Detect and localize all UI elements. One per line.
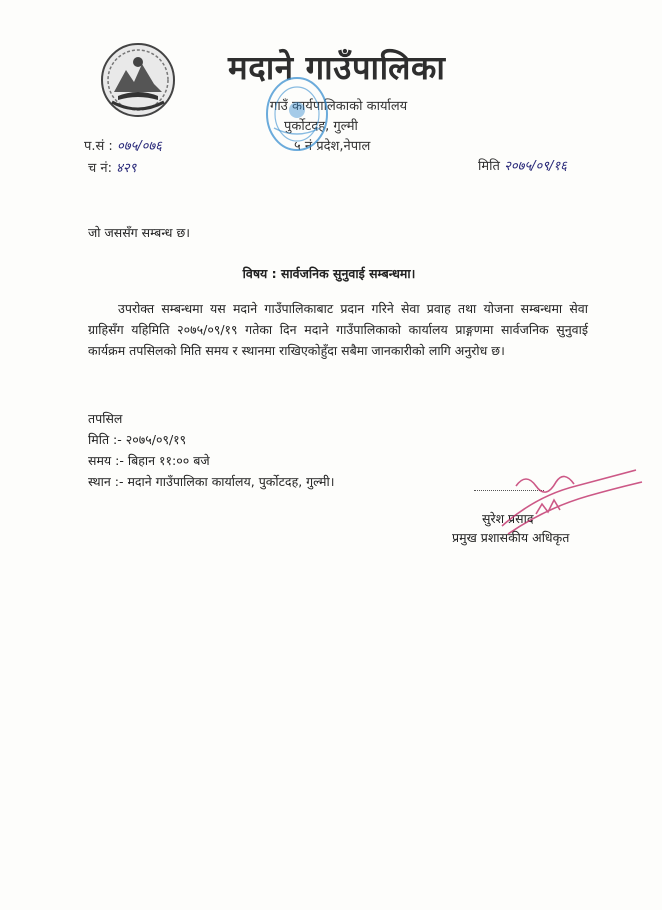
schedule-time: समय :- बिहान ११:०० बजे [88, 453, 210, 468]
nepal-emblem-icon [98, 40, 178, 120]
signature-stamp-icon [496, 456, 646, 546]
letter-body: उपरोक्त सम्बन्धमा यस मदाने गाउँपालिकाबाट प्रदान गरिने सेवा प्रवाह तथा योजना सम्बन्धमा सेवा ग्राहिसँग यहिमिति २०७५/०९/१९ गतेका दिन मदाने गाउँपालिकाको कार्यालय प्राङ्गणमा सार्वजनिक सुनुवाई कार्यक्रम तपसिलको मिति समय र स्थानमा राखिएकोहुँदा सबैमा जानकारीको लागि अनुरोध छ। [88, 301, 588, 358]
office-name: गाउँ कार्यपालिकाको कार्यालय [270, 99, 408, 114]
letter-date [478, 156, 567, 174]
schedule-block [88, 408, 335, 492]
schedule-date: मिति :- २०७५/०९/१९ [88, 432, 187, 447]
office-stamp-icon [262, 72, 332, 156]
schedule-place: स्थान :- मदाने गाउँपालिका कार्यालय, पुर्कोटदह, गुल्मी। [88, 474, 335, 489]
dispatch-number [88, 158, 136, 176]
dispatch-value: ४२९ [116, 161, 137, 176]
salutation: जो जससँग सम्बन्ध छ। [88, 225, 190, 240]
date-label: मिति [478, 159, 505, 174]
date-value: २०७५/०९/१६ [504, 159, 567, 174]
dispatch-label: च नं: [88, 161, 117, 176]
reference-label: प.सं : [84, 139, 117, 154]
subject-line [0, 265, 662, 282]
schedule-heading: तपसिल [88, 411, 123, 426]
signatory-name: सुरेश प्रसाद [482, 511, 534, 526]
office-province: ५ नं प्रदेश,नेपाल [294, 139, 371, 154]
reference-number [84, 136, 162, 154]
office-address: पुर्कोटदह, गुल्मी [284, 119, 358, 134]
reference-value: ०७५/०७६ [116, 139, 162, 154]
org-title: मदाने गाउँपालिका [228, 48, 446, 87]
signatory-title: प्रमुख प्रशासकीय अधिकृत [452, 530, 570, 545]
subject-text: विषय : सार्वजनिक सुनुवाई सम्बन्धमा। [242, 266, 416, 281]
